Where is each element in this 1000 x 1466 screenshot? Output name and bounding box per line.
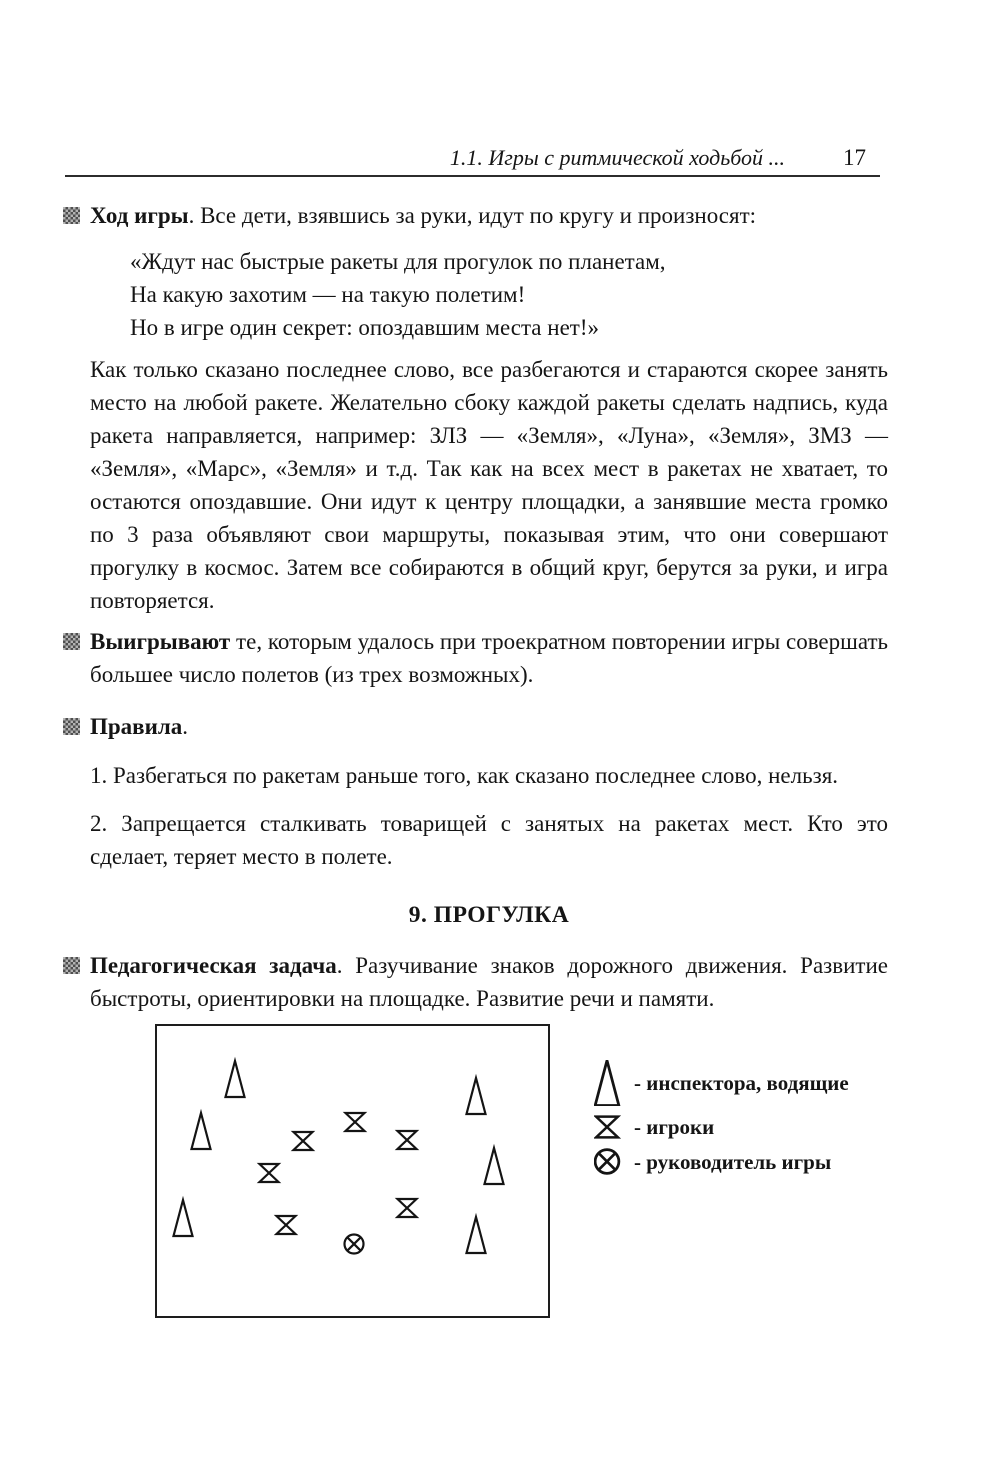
hod-igry-label: Ход игры — [90, 203, 189, 228]
ped-zadacha-label: Педагогическая задача — [90, 953, 337, 978]
verse-line: «Ждут нас быстрые ракеты для прогулок по планетам, — [130, 249, 666, 274]
bullet-square-icon — [63, 718, 80, 735]
legend-label: - игроки — [634, 1115, 715, 1139]
inspector-triangle-icon — [594, 1060, 624, 1106]
verse-line: Но в игре один секрет: опоздавшим места нет!» — [130, 315, 599, 340]
page-number: 17 — [843, 145, 866, 170]
ped-zadacha-text: . Разучивание знаков дорожного движения. Развитие быстроты, ориентировки на площадке. Развитие речи и памяти. — [90, 953, 888, 1011]
legend-label: - руководитель игры — [634, 1149, 832, 1174]
verse-block — [90, 245, 888, 344]
vyigryvayut-text: те, которым удалось при троекратном повторении игры совершать большее число полетов (из трех возможных). — [90, 629, 888, 687]
legend-row — [594, 1148, 849, 1175]
header-rule — [65, 175, 880, 177]
legend-row — [594, 1060, 849, 1106]
leader-circle-x-icon — [594, 1148, 624, 1175]
page-header — [65, 145, 880, 171]
bullet-square-icon — [63, 957, 80, 974]
rule-item-2: 2. Запрещается сталкивать товарищей с занятых на ракетах мест. Кто это сделает, теряет место в полете. — [90, 811, 888, 869]
diagram-legend — [594, 1024, 849, 1184]
play-area-svg — [157, 1026, 548, 1316]
rules-heading — [90, 710, 888, 743]
paragraph-hod-igry — [90, 199, 888, 232]
play-area — [155, 1024, 550, 1318]
pravila-text: . — [182, 714, 189, 739]
bullet-square-icon — [63, 207, 80, 224]
verse-line: На какую захотим — на такую полетим! — [130, 282, 526, 307]
players-hourglass-icon — [594, 1115, 624, 1139]
pravila-label: Правила — [90, 714, 183, 739]
legend-row — [594, 1115, 849, 1139]
main-paragraph: Как только сказано последнее слово, все разбегаются и стараются скорее занять место на любой ракете. Желательно сбоку каждой ракеты сделать надпись, куда ракета направляется, например: ЗЛЗ — «Земля», «Луна», «Земля», ЗМЗ — «Земля», «Марс», «Земля» и т.д. Так как на всех мест в ракетах не хватает, то остаются опоздавшие. Они идут к центру площадки, а занявшие места громко по 3 раза объявляют свои маршруты, показывая этим, что они совершают прогулку в космос. Затем все собираются в общий круг, берутся за руки, и игра повторяется. — [90, 357, 888, 613]
running-head-title: 1.1. Игры с ритмической ходьбой ... — [449, 145, 785, 170]
section-heading: 9. ПРОГУЛКА — [408, 902, 570, 928]
hod-igry-text: . Все дети, взявшись за руки, идут по кругу и произносят: — [188, 203, 757, 228]
diagram — [90, 1024, 888, 1318]
paragraph-ped-zadacha — [90, 949, 888, 1015]
vyigryvayut-label: Выигрывают — [90, 629, 231, 654]
paragraph-vyigryvayut — [90, 625, 888, 691]
legend-label: - инспектора, водящие — [634, 1071, 849, 1095]
rule-item-1: 1. Разбегаться по ракетам раньше того, как сказано последнее слово, нельзя. — [90, 763, 839, 788]
bullet-square-icon — [63, 633, 80, 650]
